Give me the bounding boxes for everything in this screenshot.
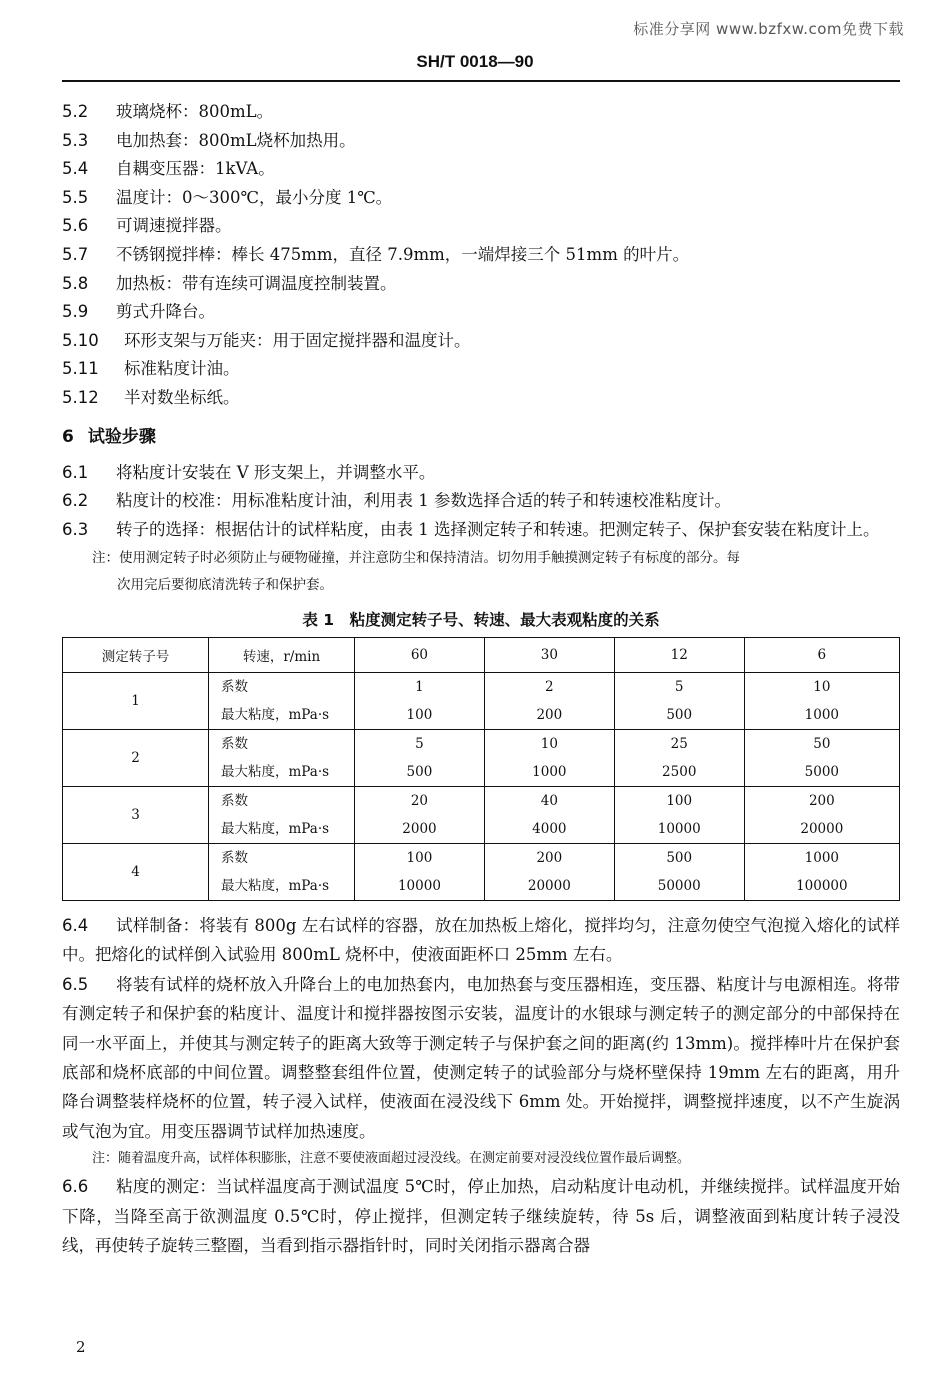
table-cell xyxy=(614,786,744,843)
table-cell xyxy=(744,672,899,729)
table-cell xyxy=(484,729,614,786)
step-paragraph xyxy=(62,1172,900,1260)
header-speed-value: 30 xyxy=(484,637,614,672)
rotor-number: 3 xyxy=(63,786,209,843)
list-item xyxy=(62,241,900,270)
label-max: 最大粘度，mPa·s xyxy=(221,763,330,780)
list-item xyxy=(62,355,900,384)
table-row xyxy=(63,672,900,729)
coef-value: 200 xyxy=(808,792,835,809)
item-text: 温度计：0～300℃，最小分度 1℃。 xyxy=(116,187,393,207)
step-paragraph xyxy=(62,487,900,516)
item-text: 自耦变压器：1kVA。 xyxy=(116,159,275,179)
label-coef: 系数 xyxy=(221,678,248,695)
max-value: 500 xyxy=(406,763,433,780)
max-value: 100 xyxy=(406,706,433,723)
list-item xyxy=(62,298,900,327)
list-item xyxy=(62,155,900,184)
step-text: 将装有试样的烧杯放入升降台上的电加热套内，电加热套与变压器相连，变压器、粘度计与电源相连。将带有测定转子和保护套的粘度计、温度计和搅拌器按图示安装，温度计的水银球与测定转子的测定部分的中部保持在同一水平面上，并使其与测定转子的距离大致等于测定转子与保护套之间的距离(约 13mm)。搅拌棒叶片在保护套底部和烧杯底部的中间位置。调整整套组件位置，使测定转子的试验部分与烧杯壁保持 19mm 左右的距离，用升降台调整装样烧杯的位置，转子浸入试样，使液面在浸没线下 6mm 处。开始搅拌，调整搅拌速度，以不产生旋涡或气泡为宜。用变压器调节试样加热速度。 xyxy=(62,974,900,1141)
max-value: 100000 xyxy=(796,877,848,894)
item-number: 5.7 xyxy=(62,244,89,264)
step-text: 粘度的测定：当试样温度高于测试温度 5℃时，停止加热，启动粘度计电动机，并继续搅拌。试样温度开始下降，当降至高于欲测温度 0.5℃时，停止搅拌，但测定转子继续旋转，待 5s 后，调整液面到粘度计转子浸没线，再使转子旋转三整圈，当看到指示器指针时，同时关闭指示器离合器 xyxy=(62,1177,900,1255)
section-heading: 试验步骤 xyxy=(87,426,156,447)
item-number: 5.4 xyxy=(62,159,89,179)
rotor-number: 2 xyxy=(63,729,209,786)
max-value: 200 xyxy=(536,706,563,723)
list-item xyxy=(62,270,900,299)
item-number: 5.5 xyxy=(62,187,89,207)
max-value: 4000 xyxy=(532,820,567,837)
header-speed-value: 6 xyxy=(744,637,899,672)
max-value: 2500 xyxy=(662,763,697,780)
table-row xyxy=(63,843,900,900)
table-cell xyxy=(744,786,899,843)
coef-value: 50 xyxy=(813,735,831,752)
list-item xyxy=(62,384,900,413)
section-number: 6 xyxy=(62,426,74,447)
header-rotor: 测定转子号 xyxy=(63,637,209,672)
coef-value: 5 xyxy=(415,735,424,752)
note: 注：随着温度升高，试样体积膨胀，注意不要使液面超过浸没线。在测定前要对浸没线位置作最后调整。 xyxy=(92,1151,691,1167)
step-text: 转子的选择：根据估计的试样粘度，由表 1 选择测定转子和转速。把测定转子、保护套安装在粘度计上。 xyxy=(116,520,880,540)
table-cell xyxy=(355,843,485,900)
row-labels xyxy=(209,729,355,786)
item-number: 5.8 xyxy=(62,273,89,293)
item-number: 5.10 xyxy=(62,330,99,350)
note-line: 次用完后要彻底清洗转子和保护套。 xyxy=(117,576,333,593)
table-cell xyxy=(484,843,614,900)
standard-code: SH/T 0018—90 xyxy=(416,52,534,71)
coef-value: 200 xyxy=(536,849,563,866)
item-text: 加热板：带有连续可调温度控制装置。 xyxy=(116,273,397,293)
item-text: 半对数坐标纸。 xyxy=(124,387,240,407)
max-value: 10000 xyxy=(397,877,441,894)
note-line: 注：使用测定转子时必须防止与硬物碰撞，并注意防尘和保持清洁。切勿用手触摸测定转子有标度的部分。每 xyxy=(92,549,740,566)
item-text: 不锈钢搅拌棒：棒长 475mm，直径 7.9mm，一端焊接三个 51mm 的叶片。 xyxy=(116,244,690,264)
list-item xyxy=(62,327,900,356)
list-item xyxy=(62,184,900,213)
table-cell xyxy=(744,843,899,900)
step-text: 粘度计的校准：用标准粘度计油，利用表 1 参数选择合适的转子和转速校准粘度计。 xyxy=(116,491,731,511)
note xyxy=(62,545,900,599)
max-value: 1000 xyxy=(532,763,567,780)
table-row xyxy=(63,729,900,786)
label-max: 最大粘度，mPa·s xyxy=(221,706,330,723)
table-cell xyxy=(355,672,485,729)
row-labels xyxy=(209,672,355,729)
step-number: 6.2 xyxy=(62,491,89,511)
watermark: 标准分享网 www.bzfxw.com免费下载 xyxy=(633,20,904,38)
step-text: 试样制备：将装有 800g 左右试样的容器，放在加热板上熔化，搅拌均匀，注意勿使空气泡搅入熔化的试样中。把熔化的试样倒入试验用 800mL 烧杯中，使液面距杯口 25mm 左右。 xyxy=(62,915,900,965)
row-labels xyxy=(209,786,355,843)
table-cell xyxy=(614,843,744,900)
step-text: 将粘度计安装在 V 形支架上，并调整水平。 xyxy=(116,462,436,482)
page-content xyxy=(62,98,900,1260)
max-value: 5000 xyxy=(804,763,840,780)
coef-value: 25 xyxy=(670,735,688,752)
max-value: 10000 xyxy=(657,820,701,837)
label-max: 最大粘度，mPa·s xyxy=(221,877,330,894)
step-number: 6.1 xyxy=(62,462,89,482)
table-cell xyxy=(355,729,485,786)
label-coef: 系数 xyxy=(221,735,248,752)
header-speed: 转速，r/min xyxy=(209,637,355,672)
max-value: 2000 xyxy=(402,820,437,837)
coef-value: 10 xyxy=(540,735,558,752)
step-paragraph xyxy=(62,516,900,545)
coef-value: 100 xyxy=(666,792,693,809)
coef-value: 1000 xyxy=(804,849,840,866)
coef-value: 1 xyxy=(415,678,424,695)
item-number: 5.9 xyxy=(62,302,89,322)
step-paragraph xyxy=(62,911,900,970)
table-cell xyxy=(614,729,744,786)
header-speed-value: 12 xyxy=(614,637,744,672)
item-text: 电加热套：800mL烧杯加热用。 xyxy=(116,130,356,150)
step-number: 6.4 xyxy=(62,915,89,935)
label-max: 最大粘度，mPa·s xyxy=(221,820,330,837)
coef-value: 10 xyxy=(813,678,831,695)
max-value: 20000 xyxy=(800,820,844,837)
coef-value: 500 xyxy=(666,849,693,866)
coef-value: 5 xyxy=(674,678,684,695)
label-coef: 系数 xyxy=(221,792,248,809)
header-rule xyxy=(62,80,900,82)
rotor-number: 4 xyxy=(63,843,209,900)
row-labels xyxy=(209,843,355,900)
table-cell xyxy=(355,786,485,843)
table-cell xyxy=(484,672,614,729)
list-item xyxy=(62,212,900,241)
rotor-speed-table xyxy=(62,637,900,901)
coef-value: 100 xyxy=(406,849,433,866)
step-paragraph xyxy=(62,459,900,488)
list-item xyxy=(62,98,900,127)
table-cell xyxy=(744,729,899,786)
item-number: 5.12 xyxy=(62,387,99,407)
list-item xyxy=(62,127,900,156)
max-value: 50000 xyxy=(657,877,701,894)
step-number: 6.3 xyxy=(62,520,89,540)
table-header-row xyxy=(63,637,900,672)
item-text: 环形支架与万能夹：用于固定搅拌器和温度计。 xyxy=(124,330,471,350)
table-cell xyxy=(614,672,744,729)
apparatus-list xyxy=(62,98,900,413)
step-number: 6.5 xyxy=(62,974,89,994)
coef-value: 40 xyxy=(540,792,558,809)
header-speed-value: 60 xyxy=(355,637,485,672)
table-row xyxy=(63,786,900,843)
item-text: 剪式升降台。 xyxy=(116,302,215,322)
step-paragraph xyxy=(62,970,900,1146)
item-number: 5.6 xyxy=(62,216,89,236)
item-number: 5.3 xyxy=(62,130,89,150)
max-value: 500 xyxy=(666,706,693,723)
label-coef: 系数 xyxy=(221,849,248,866)
max-value: 1000 xyxy=(804,706,840,723)
item-text: 玻璃烧杯：800mL。 xyxy=(116,102,274,121)
rotor-number: 1 xyxy=(63,672,209,729)
page-number: 2 xyxy=(76,1338,86,1356)
item-text: 标准粘度计油。 xyxy=(124,359,240,379)
step-number: 6.6 xyxy=(62,1177,89,1197)
max-value: 20000 xyxy=(527,877,571,894)
item-number: 5.2 xyxy=(62,102,89,121)
item-number: 5.11 xyxy=(62,359,99,379)
section-title xyxy=(62,423,900,451)
table-cell xyxy=(484,786,614,843)
coef-value: 20 xyxy=(410,792,429,809)
coef-value: 2 xyxy=(545,678,554,695)
item-text: 可调速搅拌器。 xyxy=(116,216,232,236)
table-title: 表 1 粘度测定转子号、转速、最大表观粘度的关系 xyxy=(302,610,660,629)
